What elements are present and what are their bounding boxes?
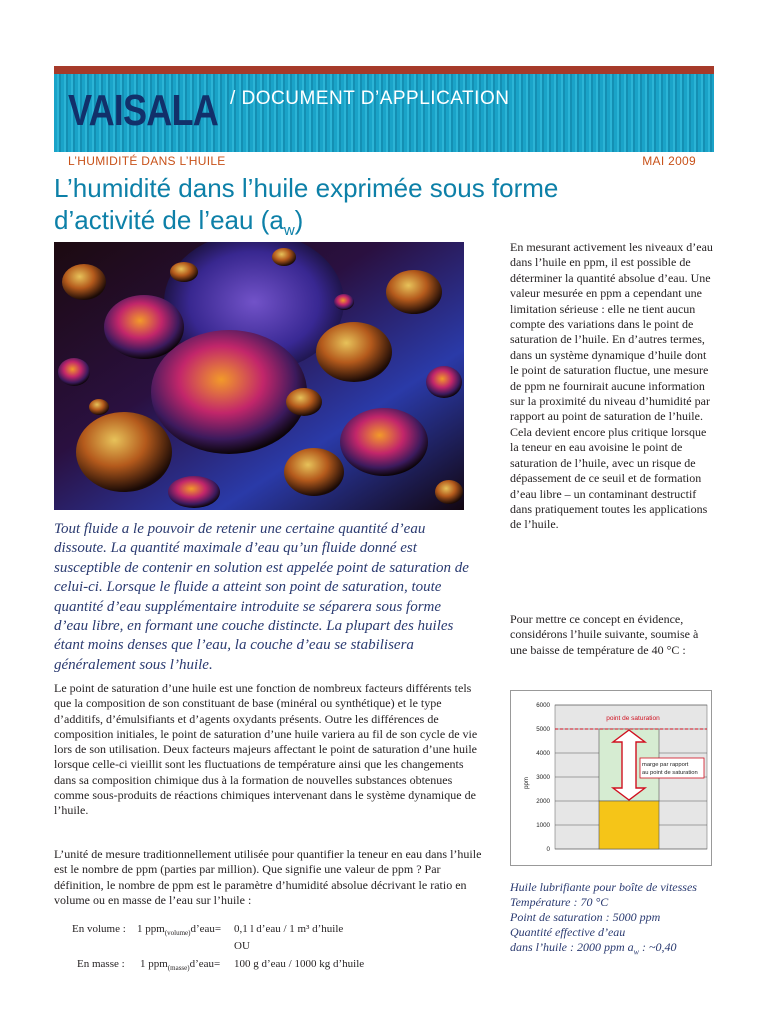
y-tick-label: 0 bbox=[546, 846, 550, 853]
y-tick-label: 2000 bbox=[536, 798, 550, 805]
y-tick-label: 4000 bbox=[536, 750, 550, 757]
page-title bbox=[54, 172, 694, 247]
intro-paragraph: Tout fluide a le pouvoir de retenir une certaine quantité d’eau dissoute. La quantité maximale d’eau qu’un fluide donné est susceptible de contenir en solution est appelée point de saturation de celui-ci. Lorsque le fluide a atteint son point de saturation, toute quantité d’eau supplémentaire introduite se séparera sous forme d’eau libre, en formant une couche distincte. La plupart des huiles étant moins denses que l’eau, la couche d’eau se stabilisera généralement sous l’huile. bbox=[54, 521, 469, 673]
body-paragraph-1: Le point de saturation d’une huile est une fonction de nombreux facteurs différents tels que la composition de son constituant de base (minéral ou synthétique) et le type d’additifs, d’émulsifiants et d’agents oxydants présents. Outre les différences de composition initiales, le point de saturation d’une huile variera au fil de son cycle de vie lors de son utilisation. Deux facteurs majeurs affectant le point de saturation d’une huile lorsque celle-ci vieillit sont les fluctuations de température ainsi que les changements dans sa composition chimique dus à la formation de nouvelles substances obtenues comme sous-produits de réactions chimiques intervenant dans le système dynamique de l’huile. bbox=[54, 681, 478, 818]
title-line-2-suffix: ) bbox=[294, 205, 304, 235]
formula-mass-value: 100 g d’eau / 1000 kg d’huile bbox=[234, 958, 365, 970]
caption-line-2: Température : 70 °C bbox=[510, 895, 609, 909]
formula-unit-text: d’eau= bbox=[190, 923, 222, 935]
saturation-chart-svg bbox=[511, 691, 711, 865]
caption-line-5 bbox=[510, 940, 720, 959]
y-tick-label: 3000 bbox=[536, 774, 550, 781]
document-type-label: / DOCUMENT D’APPLICATION bbox=[230, 88, 510, 109]
y-tick-label: 6000 bbox=[536, 702, 550, 709]
formula-or: OU bbox=[234, 940, 250, 952]
formula-volume-value: 0,1 l d’eau / 1 m³ d’huile bbox=[234, 923, 344, 935]
formula-volume-ppm bbox=[137, 921, 221, 942]
caption-line-3: Point de saturation : 5000 ppm bbox=[510, 910, 661, 924]
right-paragraph-1: En mesurant activement les niveaux d’eau dans l’huile en ppm, il est possible de déterminer la quantité absolue d’eau. Une valeur mesurée en ppm a cependant une limitation sérieuse : elle ne tient aucun compte des variations dans le point de saturation de l’huile. En d’autres termes, dans un système dynamique d’huile dont le point de saturation fluctue, une mesure de ppm ne fournirait aucune information sur la proximité du niveau d’humidité par rapport au point de saturation de l’huile. Cela devient encore plus critique lorsque la teneur en eau avoisine le point de saturation de l’huile, avec un risque de dépassement de ce seuil et de formation d’eau libre – un contaminant destructif dans pratiquement toutes les applications de l’huile. bbox=[510, 240, 713, 532]
water-content-bar bbox=[599, 801, 659, 849]
title-subscript: w bbox=[283, 222, 295, 239]
saturation-label: point de saturation bbox=[606, 715, 660, 722]
header-accent-stripe bbox=[54, 66, 714, 74]
caption-line-5-suffix: : ~0,40 bbox=[639, 940, 677, 954]
margin-label-line-1: marge par rapport bbox=[642, 762, 689, 768]
formula-mass-label: En masse : bbox=[77, 958, 125, 970]
formula-unit-text: d’eau= bbox=[189, 958, 221, 970]
caption-line-4: Quantité effective d’eau bbox=[510, 925, 626, 939]
date-label: MAI 2009 bbox=[642, 154, 696, 168]
formula-mass-ppm bbox=[140, 956, 220, 977]
caption-line-5-prefix: dans l’huile : 2000 ppm a bbox=[510, 940, 634, 954]
title-line-1: L’humidité dans l’huile exprimée sous forme bbox=[54, 173, 559, 203]
caption-line-1: Huile lubrifiante pour boîte de vitesses bbox=[510, 880, 697, 894]
chart-caption bbox=[510, 880, 720, 959]
margin-label-line-2: au point de saturation bbox=[642, 770, 698, 776]
y-tick-label: 1000 bbox=[536, 822, 550, 829]
title-line-2-prefix: d’activité de l’eau (a bbox=[54, 205, 284, 235]
caption-subscript: w bbox=[633, 947, 639, 957]
saturation-chart bbox=[510, 690, 712, 866]
oil-droplets-photo bbox=[54, 242, 464, 510]
right-paragraph-2: Pour mettre ce concept en évidence, considérons l’huile suivante, soumise à une baisse de température de 40 °C : bbox=[510, 612, 699, 657]
formula-ppm-text: 1 ppm bbox=[137, 923, 165, 935]
vaisala-logo: VAISALA bbox=[68, 86, 218, 135]
body-paragraph-2: L’unité de mesure traditionnellement utilisée pour quantifier la teneur en eau dans l’huile est le nombre de ppm (parties par million). Que signifie une valeur de ppm ? Par définition, le nombre de ppm est le paramètre d’humidité absolue décrivant le ratio en volume ou en masse de l’eau sur l’huile : bbox=[54, 847, 482, 907]
section-label: L’HUMIDITÉ DANS L’HUILE bbox=[68, 154, 226, 168]
oil-droplets-illustration bbox=[54, 242, 464, 510]
formula-ppm-text: 1 ppm bbox=[140, 958, 168, 970]
formula-ppm-sub: (volume) bbox=[164, 929, 191, 938]
formula-volume-label: En volume : bbox=[72, 923, 126, 935]
formula-ppm-sub: (masse) bbox=[167, 964, 190, 973]
y-tick-label: 5000 bbox=[536, 726, 550, 733]
chart-y-ticks bbox=[536, 702, 550, 853]
y-axis-label: ppm bbox=[524, 777, 530, 789]
